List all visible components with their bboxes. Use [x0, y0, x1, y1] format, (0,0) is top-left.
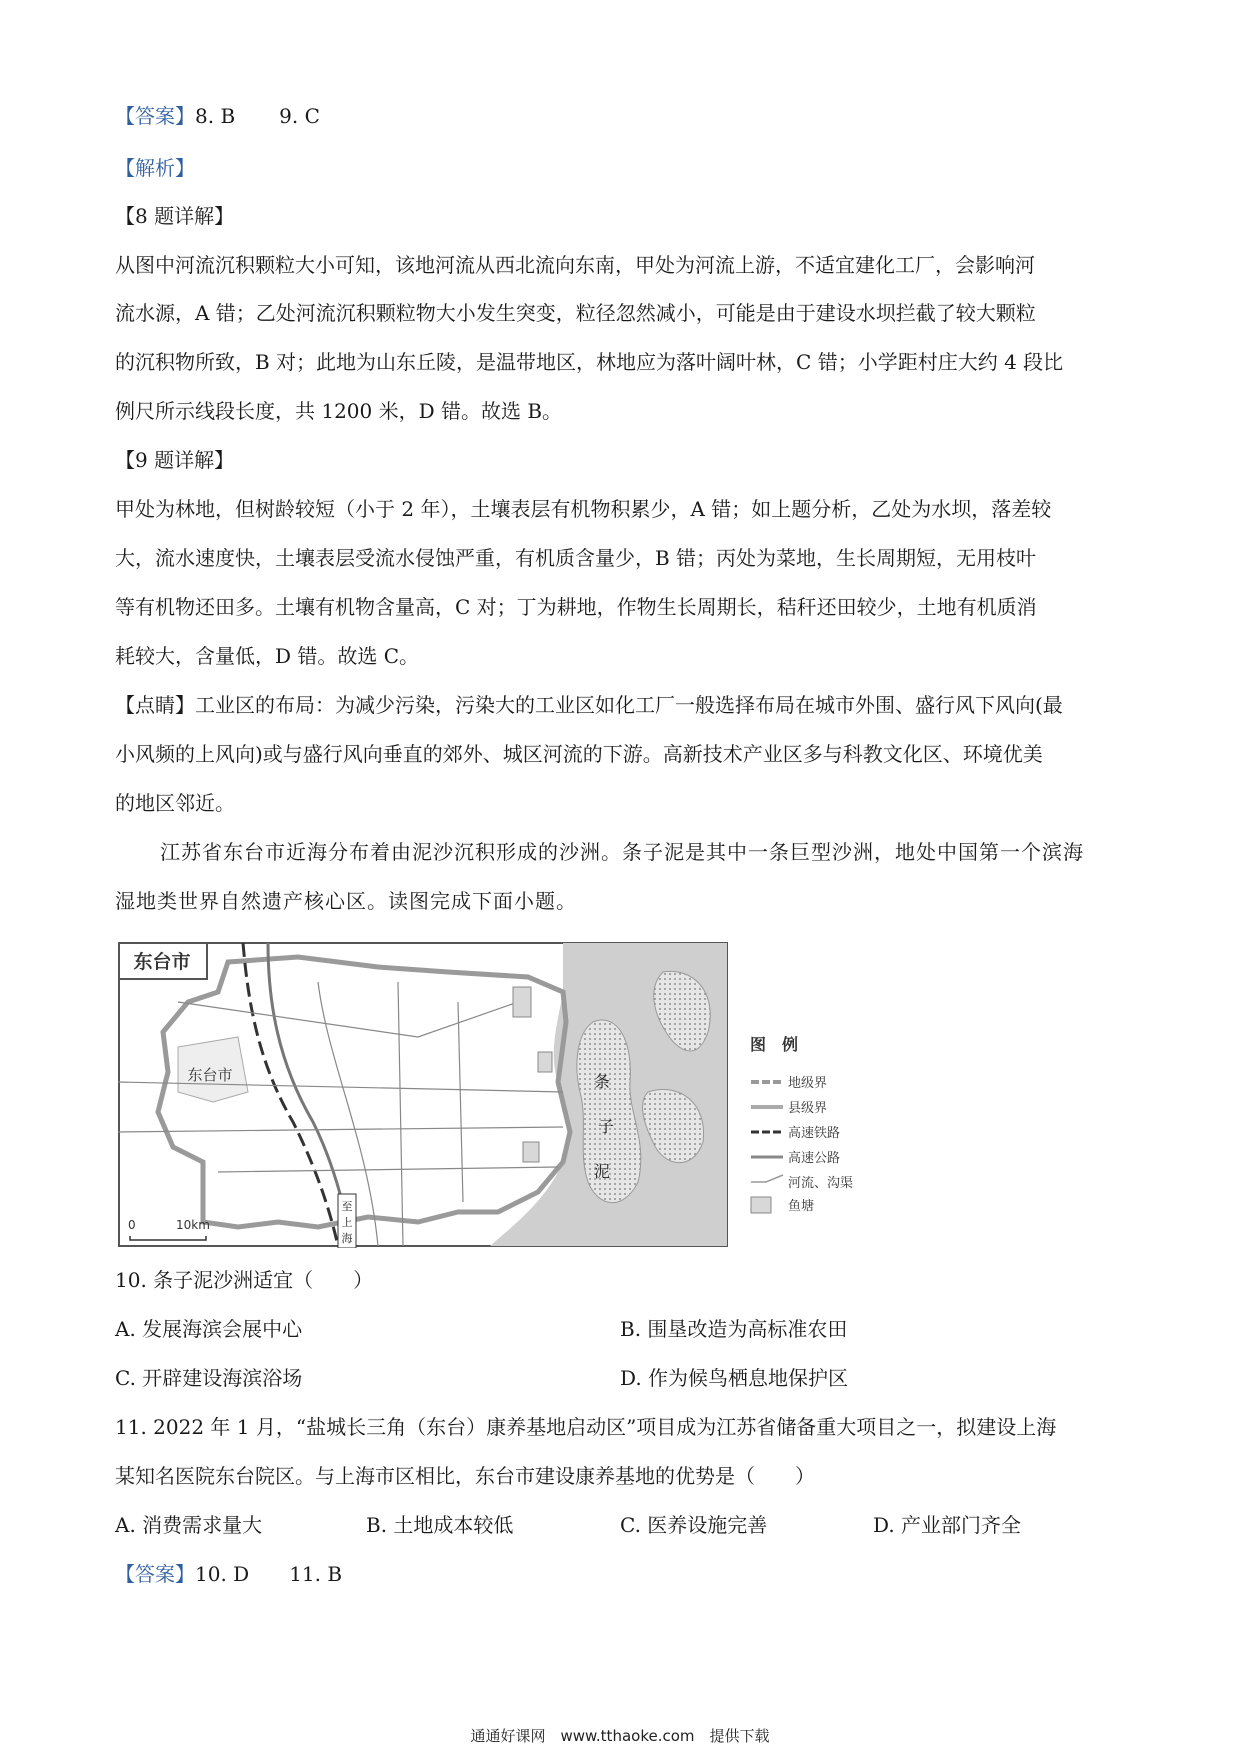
answer-line-1 [115, 103, 320, 129]
answer-11: 11. B [289, 1562, 343, 1586]
q9-line-2: 大，流水速度快，土壤表层受流水侵蚀严重，有机质含量少，B 错；丙处为菜地，生长周期短，无用枝叶 [115, 546, 1037, 570]
scale-km: 10km [176, 1218, 210, 1232]
dianjing-text-1: 工业区的布局：为减少污染，污染大的工业区如化工厂一般选择布局在城市外围、盛行风下风向(最 [195, 693, 1063, 717]
dianjing-line-1 [115, 692, 1063, 718]
legend-item-2: 县级界 [788, 1101, 828, 1116]
sandbar-char-1: 条 [594, 1072, 611, 1091]
city-label: 东台市 [187, 1066, 233, 1084]
q10-stem: 10. 条子泥沙洲适宜（ ） [115, 1268, 374, 1292]
legend-symbols [751, 1082, 783, 1213]
legend-item-4: 高速公路 [788, 1151, 841, 1166]
q11-option-c[interactable]: C. 医养设施完善 [620, 1513, 768, 1537]
analysis-tag: 【解析】 [115, 156, 195, 180]
answer-line-2 [115, 1561, 342, 1587]
q9-line-4: 耗较大，含量低，D 错。故选 C。 [115, 644, 420, 668]
road-char-2: 上 [341, 1216, 353, 1229]
road-char-3: 海 [341, 1232, 353, 1245]
dianjing-line-3: 的地区邻近。 [115, 791, 235, 815]
q8-line-3: 的沉积物所致，B 对；此地为山东丘陵，是温带地区，林地应为落叶阔叶林，C 错；小学距村庄大约 4 段比 [115, 350, 1064, 374]
q10-option-c[interactable]: C. 开辟建设海滨浴场 [115, 1366, 303, 1390]
dianjing-tag: 【点睛】 [115, 693, 195, 717]
q11-option-b[interactable]: B. 土地成本较低 [366, 1513, 514, 1537]
dianjing-line-2: 小风频的上风向)或与盛行风向垂直的郊外、城区河流的下游。高新技术产业区多与科教文化区、环境优美 [115, 742, 1043, 766]
answer-8: 8. B [195, 104, 236, 128]
legend-item-5: 河流、沟渠 [788, 1176, 854, 1191]
intro-line-2: 湿地类世界自然遗产核心区。读图完成下面小题。 [115, 889, 577, 913]
q9-heading: 【9 题详解】 [115, 448, 235, 472]
q10-option-b[interactable]: B. 围垦改造为高标准农田 [620, 1317, 848, 1341]
legend-title: 图 例 [750, 1035, 799, 1054]
q8-line-1: 从图中河流沉积颗粒大小可知，该地河流从西北流向东南，甲处为河流上游，不适宜建化工厂，会影响河 [115, 253, 1035, 277]
q8-heading: 【8 题详解】 [115, 204, 235, 228]
q10-option-d[interactable]: D. 作为候鸟栖息地保护区 [620, 1366, 849, 1390]
q8-line-2: 流水源，A 错；乙处河流沉积颗粒物大小发生突变，粒径忽然减小，可能是由于建设水坝拦截了较大颗粒 [115, 301, 1036, 325]
map-svg [118, 942, 868, 1248]
sandbar-char-2: 子 [598, 1117, 615, 1136]
q9-line-3: 等有机物还田多。土壤有机物含量高，C 对；丁为耕地，作物生长周期长，秸秆还田较少，土地有机质消 [115, 595, 1037, 619]
legend-item-1: 地级界 [788, 1076, 828, 1091]
answer-10: 10. D [195, 1562, 250, 1586]
q11-stem-line-1: 11. 2022 年 1 月，“盐城长三角（东台）康养基地启动区”项目成为江苏省储备重大项目之一，拟建设上海 [115, 1415, 1057, 1439]
legend-item-6: 鱼塘 [788, 1199, 815, 1214]
answer-tag: 【答案】 [115, 104, 195, 128]
dongtai-map [118, 942, 868, 1248]
q10-option-a[interactable]: A. 发展海滨会展中心 [115, 1317, 303, 1341]
answer-9: 9. C [279, 104, 320, 128]
scale-zero: 0 [128, 1218, 136, 1232]
q11-option-d[interactable]: D. 产业部门齐全 [873, 1513, 1022, 1537]
page-footer: 通通好课网 www.tthaoke.com 提供下载 [470, 1727, 770, 1745]
q9-line-1: 甲处为林地，但树龄较短（小于 2 年），土壤表层有机物积累少，A 错；如上题分析，乙处为水坝，落差较 [115, 497, 1052, 521]
legend-item-3: 高速铁路 [788, 1126, 841, 1141]
answer-tag-2: 【答案】 [115, 1562, 195, 1586]
road-char-1: 至 [341, 1200, 353, 1213]
map-title: 东台市 [133, 951, 191, 973]
q11-option-a[interactable]: A. 消费需求量大 [115, 1513, 263, 1537]
q11-stem-line-2: 某知名医院东台院区。与上海市区相比，东台市建设康养基地的优势是（ ） [115, 1464, 815, 1488]
intro-line-1: 江苏省东台市近海分布着由泥沙沉积形成的沙洲。条子泥是其中一条巨型沙洲，地处中国第一个滨海 [160, 840, 1084, 864]
q8-line-4: 例尺所示线段长度，共 1200 米，D 错。故选 B。 [115, 399, 563, 423]
sandbar-char-3: 泥 [594, 1162, 611, 1181]
